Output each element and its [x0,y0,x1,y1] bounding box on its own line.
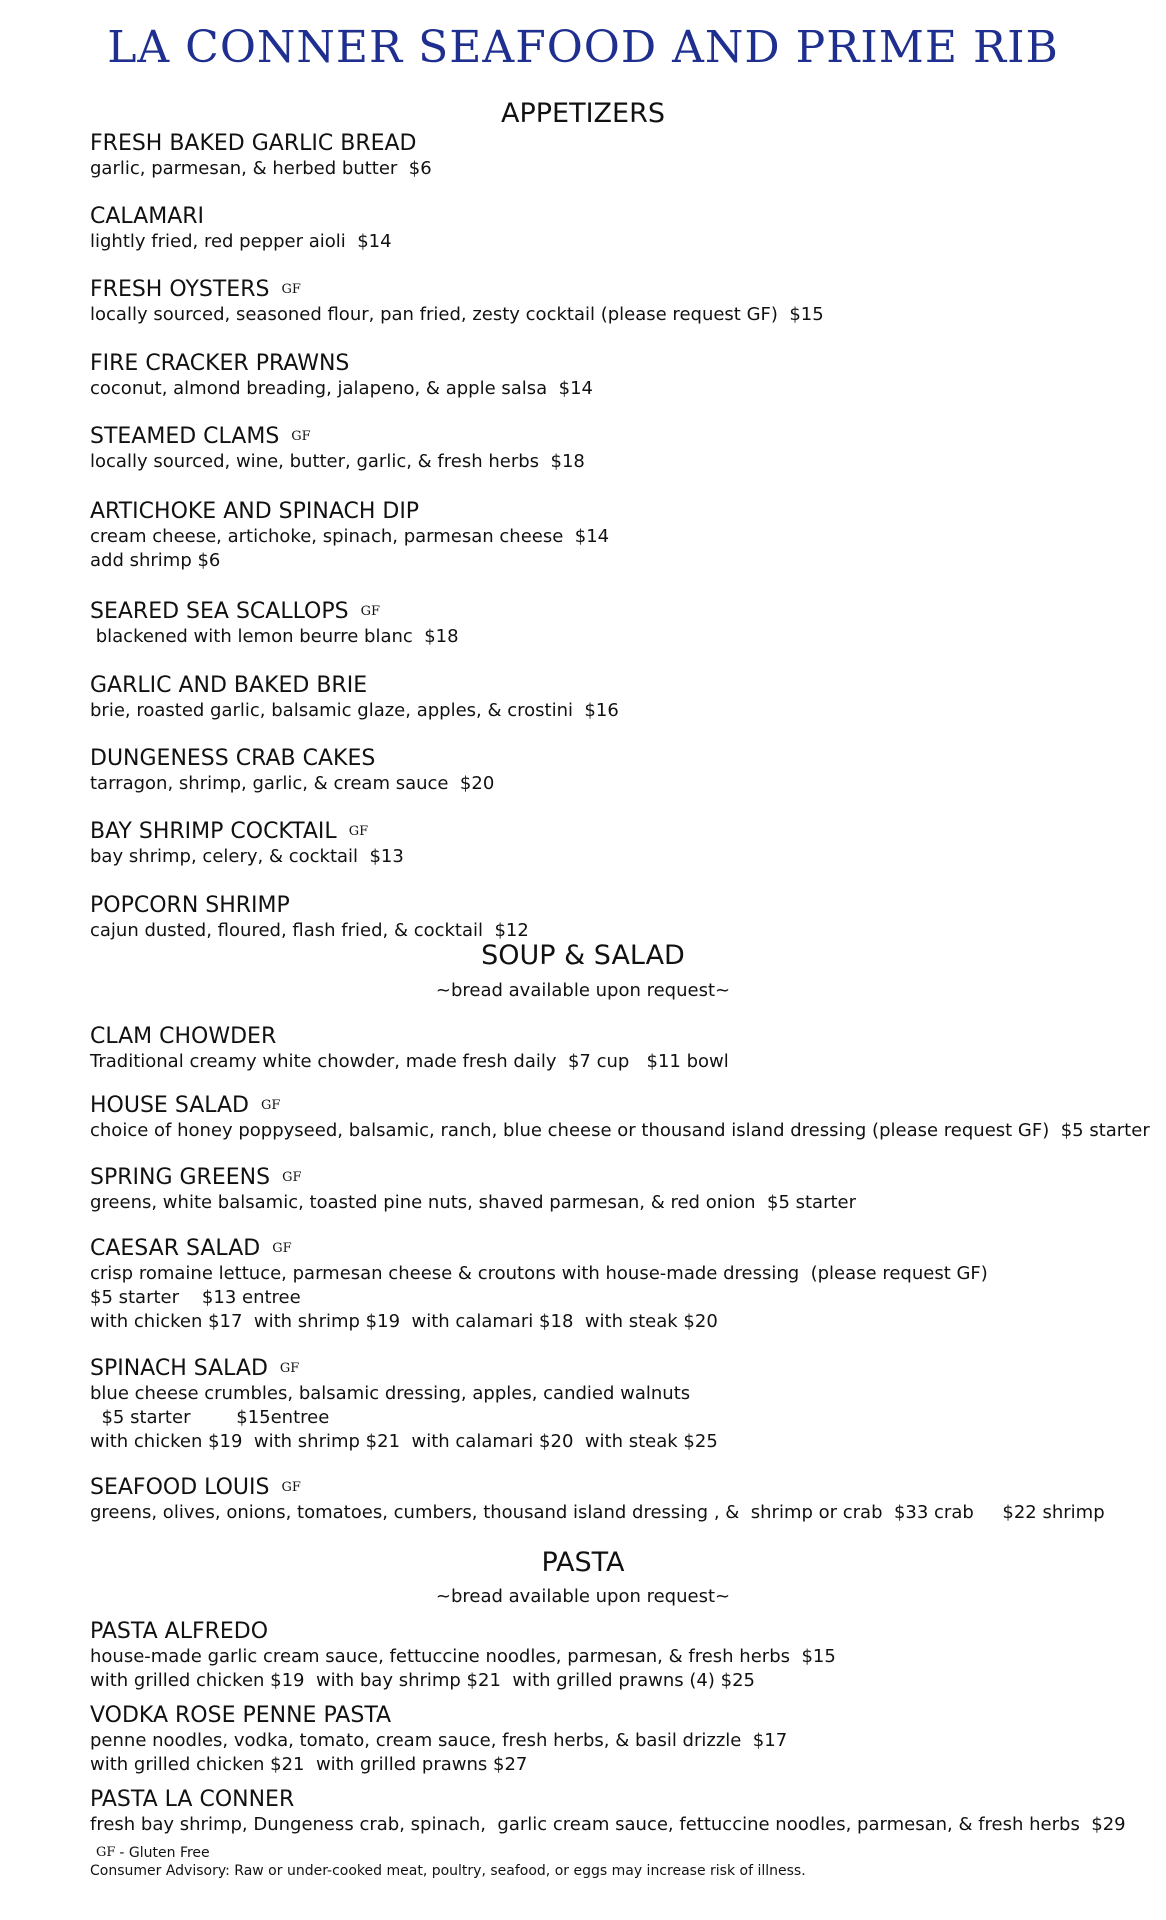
item-description: tarragon, shrimp, garlic, & cream sauce $20 [90,773,495,794]
item-name: PASTA LA CONNER [90,1787,295,1812]
menu-item [90,1093,1150,1143]
menu-item [90,1356,1150,1454]
menu-item [90,1024,1150,1074]
item-description: add shrimp $6 [90,550,221,571]
item-description: lightly fried, red pepper aioli $14 [90,231,392,252]
menu-footer [90,1844,806,1880]
menu-item [90,499,1150,573]
item-name: CALAMARI [90,204,205,229]
pasta-subheading: ~bread available upon request~ [435,1586,731,1607]
menu-item [90,819,1150,869]
item-description: $5 starter $13 entree [90,1287,301,1308]
item-name: STEAMED CLAMS [90,424,280,449]
item-name: SEARED SEA SCALLOPS [90,599,349,624]
item-description: with chicken $17 with shrimp $19 with calamari $18 with steak $20 [90,1311,718,1332]
menu-item [90,599,1150,649]
item-description: blackened with lemon beurre blanc $18 [90,626,459,647]
gluten-free-mark: GF [291,429,311,444]
item-name: PASTA ALFREDO [90,1619,269,1644]
menu-item [90,424,1150,474]
item-name: POPCORN SHRIMP [90,893,290,918]
menu-item [90,1236,1150,1334]
item-name: FRESH OYSTERS [90,277,270,302]
item-name: SPINACH SALAD [90,1356,268,1381]
item-name: SEAFOOD LOUIS [90,1475,270,1500]
item-description: coconut, almond breading, jalapeno, & apple salsa $14 [90,378,593,399]
item-name: VODKA ROSE PENNE PASTA [90,1703,392,1728]
menu-item [90,1165,1150,1215]
item-description: locally sourced, seasoned flour, pan fried, zesty cocktail (please request GF) $15 [90,304,824,325]
gluten-free-mark: GF [261,1098,281,1113]
restaurant-title: LA CONNER SEAFOOD AND PRIME RIB [107,22,1059,73]
soup-salad-heading: SOUP & SALAD [481,940,685,971]
item-name: DUNGENESS CRAB CAKES [90,746,376,771]
menu-item [90,1703,1150,1777]
item-description: greens, olives, onions, tomatoes, cumbers, thousand island dressing , & shrimp or crab $33 crab $22 shrimp [90,1502,1105,1523]
item-description: cajun dusted, floured, flash fried, & cocktail $12 [90,920,529,941]
item-description: penne noodles, vodka, tomato, cream sauce, fresh herbs, & basil drizzle $17 [90,1730,788,1751]
menu-item [90,1619,1150,1693]
menu-item [90,1475,1150,1525]
item-name: HOUSE SALAD [90,1093,249,1118]
item-description: blue cheese crumbles, balsamic dressing, apples, candied walnuts [90,1383,691,1404]
item-description: with grilled chicken $21 with grilled prawns $27 [90,1754,528,1775]
item-description: cream cheese, artichoke, spinach, parmesan cheese $14 [90,526,610,547]
gluten-free-legend [90,1844,806,1862]
item-name: BAY SHRIMP COCKTAIL [90,819,337,844]
gluten-free-mark: GF [360,604,381,619]
soup-salad-subheading: ~bread available upon request~ [435,980,731,1001]
item-name: CAESAR SALAD [90,1236,261,1261]
menu-item [90,673,1150,723]
gluten-free-mark: GF [282,1170,302,1185]
gluten-free-mark: GF [96,1845,116,1860]
menu-item [90,893,1150,943]
pasta-heading: PASTA [541,1547,625,1578]
item-description: Traditional creamy white chowder, made fresh daily $7 cup $11 bowl [90,1051,729,1072]
gluten-free-mark: GF [279,1361,300,1376]
item-name: FIRE CRACKER PRAWNS [90,351,350,376]
item-name: FRESH BAKED GARLIC BREAD [90,131,417,156]
menu-item [90,351,1150,401]
item-description: $5 starter $15entree [90,1407,330,1428]
gluten-free-legend-text: - Gluten Free [119,1845,210,1861]
menu-item [90,131,1150,181]
menu-item [90,1787,1150,1837]
item-description: house-made garlic cream sauce, fettuccine noodles, parmesan, & fresh herbs $15 [90,1646,836,1667]
item-description: greens, white balsamic, toasted pine nuts, shaved parmesan, & red onion $5 starter [90,1192,857,1213]
item-description: choice of honey poppyseed, balsamic, ranch, blue cheese or thousand island dressing (please request GF) $5 starter [90,1120,1150,1141]
item-name: ARTICHOKE AND SPINACH DIP [90,499,420,524]
item-name: SPRING GREENS [90,1165,271,1190]
item-description: crisp romaine lettuce, parmesan cheese & croutons with house-made dressing (please request GF) [90,1263,988,1284]
item-name: GARLIC AND BAKED BRIE [90,673,368,698]
item-description: with grilled chicken $19 with bay shrimp $21 with grilled prawns (4) $25 [90,1670,755,1691]
item-description: bay shrimp, celery, & cocktail $13 [90,846,404,867]
item-description: locally sourced, wine, butter, garlic, & fresh herbs $18 [90,451,585,472]
item-name: CLAM CHOWDER [90,1024,277,1049]
gluten-free-mark: GF [348,824,369,839]
menu-item [90,277,1150,327]
item-description: brie, roasted garlic, balsamic glaze, apples, & crostini $16 [90,700,619,721]
appetizers-heading: APPETIZERS [500,98,665,129]
gluten-free-mark: GF [281,282,301,297]
menu-item [90,204,1150,254]
consumer-advisory: Consumer Advisory: Raw or under-cooked meat, poultry, seafood, or eggs may increase risk of illness. [90,1863,806,1879]
item-description: with chicken $19 with shrimp $21 with calamari $20 with steak $25 [90,1431,718,1452]
gluten-free-mark: GF [272,1241,292,1256]
item-description: garlic, parmesan, & herbed butter $6 [90,158,432,179]
menu-item [90,746,1150,796]
gluten-free-mark: GF [281,1480,301,1495]
item-description: fresh bay shrimp, Dungeness crab, spinach, garlic cream sauce, fettuccine noodles, parmesan, & fresh herbs $29 [90,1814,1126,1835]
